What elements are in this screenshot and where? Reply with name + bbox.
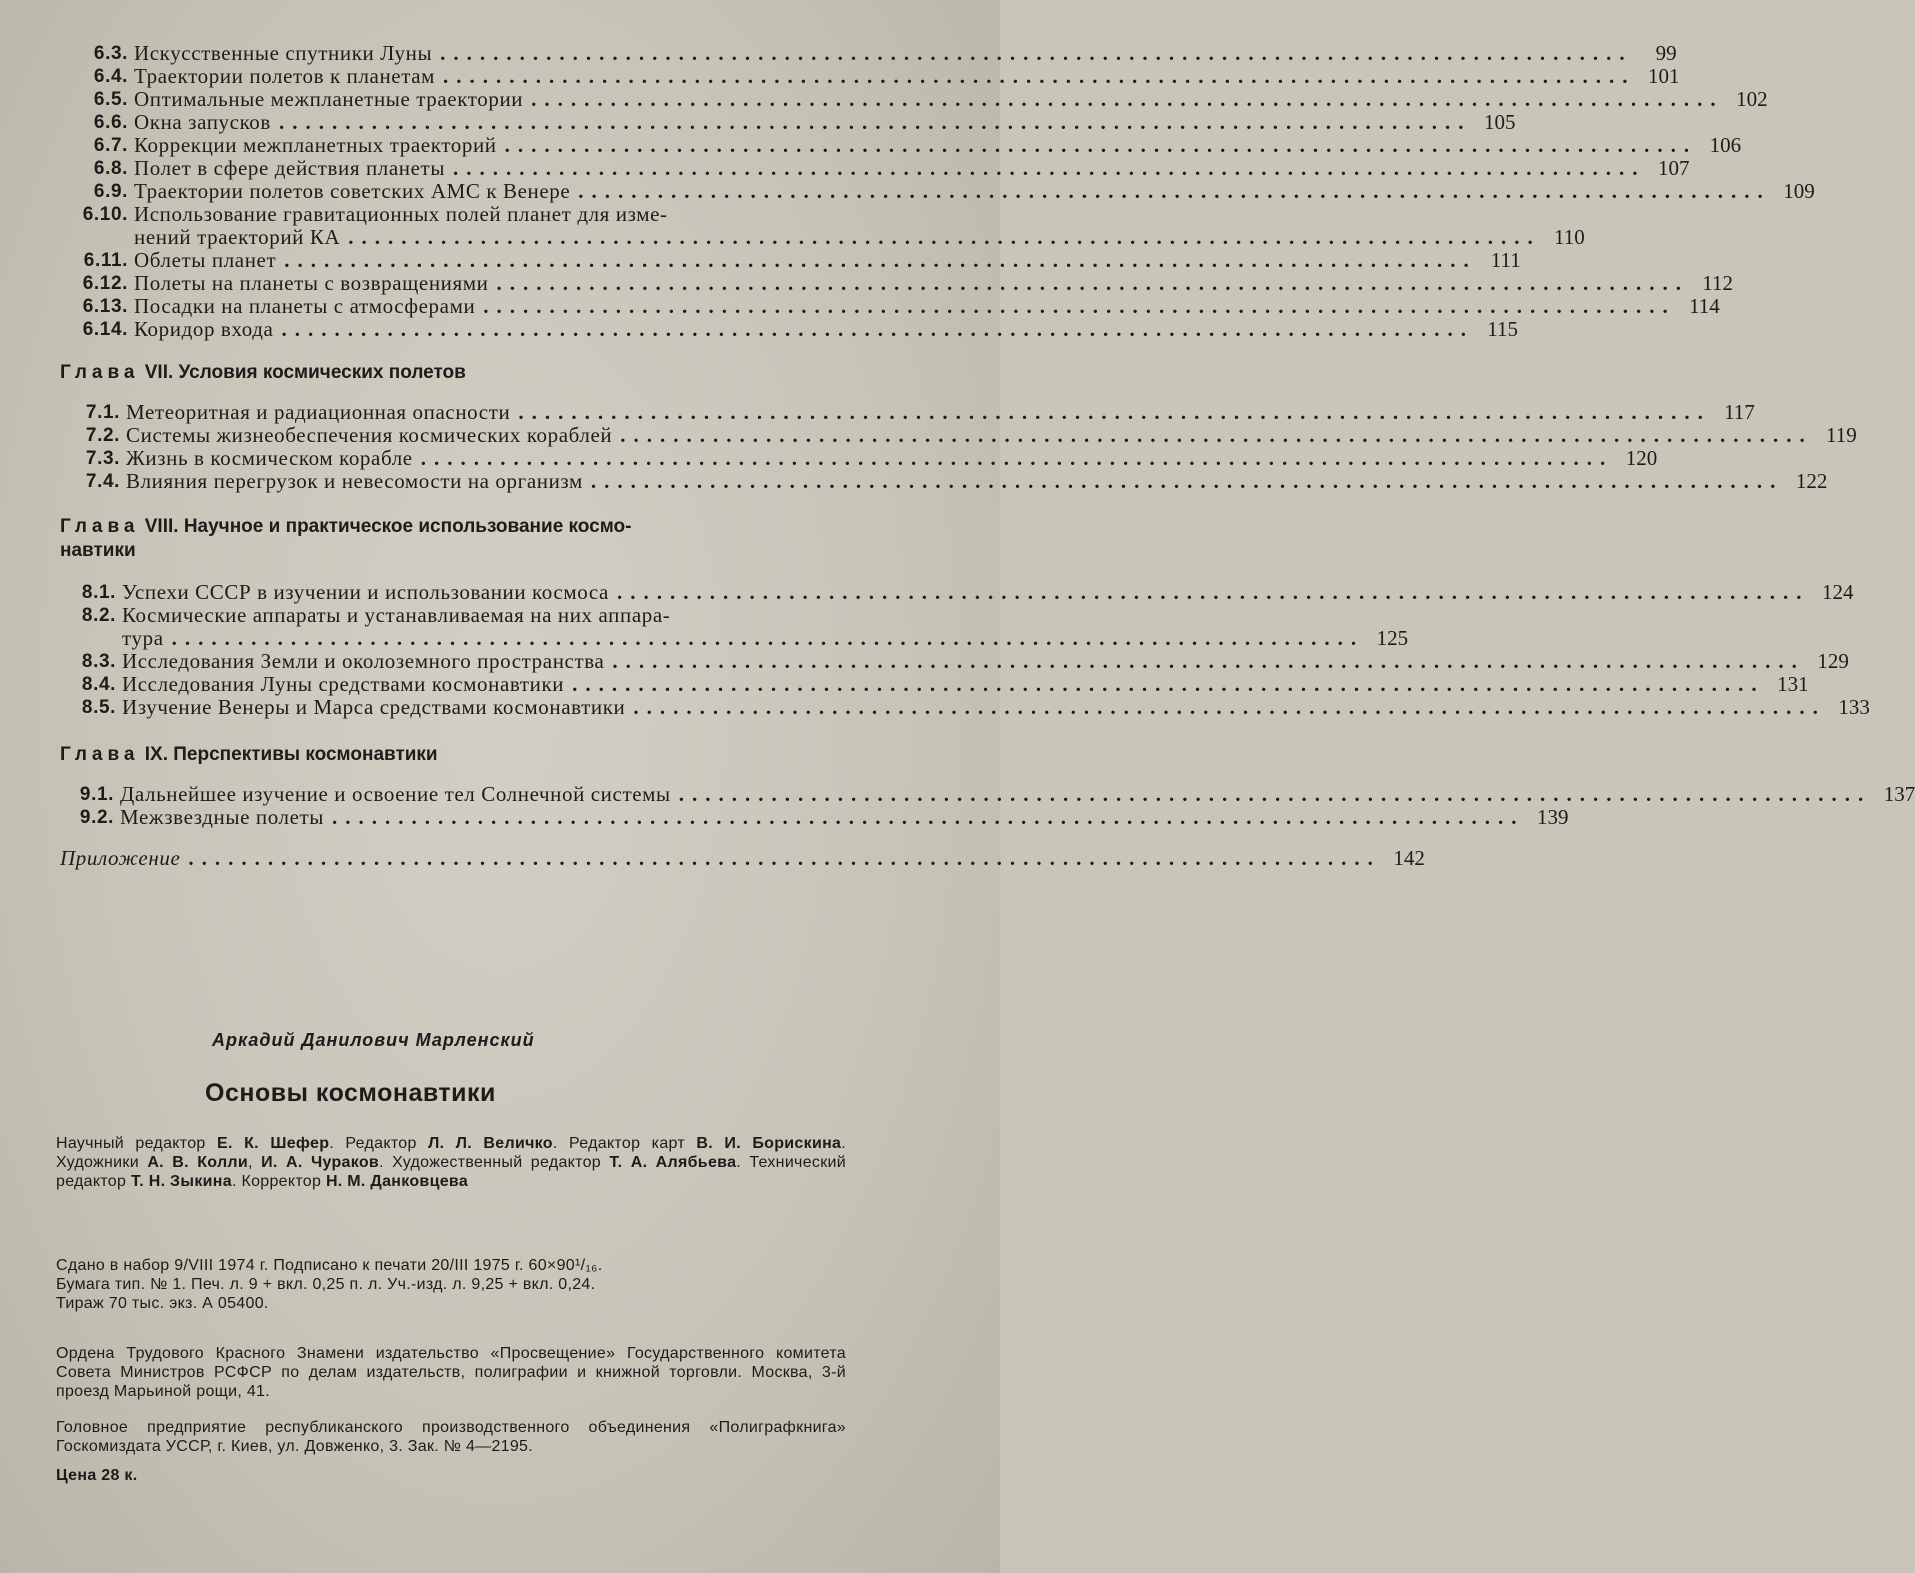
section-number: 6.14. — [82, 319, 128, 340]
chapter-9-heading — [60, 743, 842, 767]
entry-title: Траектории полетов советских АМС к Венере — [134, 179, 571, 203]
chapter-title: IX. Перспективы космонавтики — [144, 744, 438, 765]
page-number: 117 — [1724, 400, 1755, 424]
section-number: 8.2. — [81, 605, 116, 626]
page-number: 111 — [1490, 248, 1521, 272]
page-number: 137 — [1883, 782, 1915, 806]
credit-role: . Корректор — [231, 1173, 326, 1190]
page-number: 107 — [1658, 156, 1690, 180]
page-number: 114 — [1689, 294, 1720, 318]
section-number: 6.3. — [93, 43, 128, 64]
section-number: 6.4. — [93, 66, 128, 87]
leader-dots: .......................................................................................... — [678, 782, 1872, 806]
book-title: Основы космонавтики — [205, 1079, 496, 1107]
leader-dots: .......................................................................................... — [578, 179, 1771, 203]
leader-dots: .......................................................................................... — [572, 672, 1765, 696]
entry-title: Облеты планет — [134, 248, 277, 272]
section-number: 7.3. — [85, 448, 120, 469]
section-list-8 — [60, 580, 1870, 719]
toc-entry — [60, 41, 1677, 65]
entry-title: Коридор входа — [134, 317, 274, 341]
leader-dots: .......................................................................................... — [616, 580, 1810, 604]
credit-person: Т. Н. Зыкина — [130, 1173, 232, 1190]
section-number: 7.2. — [85, 425, 120, 446]
entry-title: Использование гравитационных полей планет для изме- — [134, 202, 668, 226]
toc-entry — [60, 580, 1854, 604]
leader-dots: .......................................................................................... — [281, 317, 1474, 341]
leader-dots: .......................................................................................... — [284, 248, 1477, 272]
chapter-title: VIII. Научное и практическое использование космо- — [144, 516, 632, 537]
leader-dots: .......................................................................................... — [620, 423, 1813, 447]
print-info-line: Тираж 70 тыс. экз. А 05400. — [56, 1295, 269, 1312]
print-info-line: Сдано в набор 9/VIII 1974 г. Подписано к печати 20/III 1975 г. 60×90¹/₁₆. — [56, 1257, 603, 1274]
toc-entry — [60, 805, 1569, 829]
credit-role: Научный редактор — [56, 1135, 217, 1152]
entry-title: Исследования Земли и околоземного пространства — [122, 649, 605, 673]
publisher-block: Ордена Трудового Красного Знамени издательство «Просвещение» Государственного комитета Совета Министров РСФСР по делам издательств, полиграфии и книжной торговли. Москва, 3-й проезд Марьиной рощи, 41. — [56, 1345, 846, 1400]
section-list-9 — [60, 782, 1915, 829]
credit-person: Н. М. Данковцева — [325, 1173, 469, 1190]
page-number: 109 — [1783, 179, 1815, 203]
toc-entry — [60, 110, 1516, 134]
printer-block: Головное предприятие республиканского производственного объединения «Полиграфкнига» Госкомиздата УССР, г. Киев, ул. Довженко, 3. Зак. № 4—2195. — [56, 1419, 846, 1455]
toc-entry — [60, 248, 1521, 272]
toc-entry — [60, 604, 842, 627]
entry-title: Жизнь в космическом корабле — [126, 446, 413, 470]
page-number: 119 — [1826, 423, 1857, 447]
page-number: 106 — [1709, 133, 1742, 157]
page-number: 131 — [1777, 672, 1809, 696]
entry-title: Посадки на планеты с атмосферами — [134, 294, 476, 318]
entry-title: Оптимальные межпланетные траектории — [134, 87, 524, 111]
section-number: 6.5. — [93, 89, 128, 110]
leader-dots: .......................................................................................... — [531, 87, 1724, 111]
section-number: 6.6. — [93, 112, 128, 133]
leader-dots: .......................................................................................... — [504, 133, 1698, 157]
credit-person: А. В. Колли — [147, 1154, 249, 1171]
author-name: Аркадий Данилович Марленский — [212, 1030, 535, 1050]
section-list-7 — [60, 400, 1857, 493]
entry-title: Межзвездные полеты — [120, 805, 325, 829]
page-number: 129 — [1817, 649, 1849, 673]
section-number: 9.1. — [79, 784, 114, 805]
leader-dots: .......................................................................................... — [483, 294, 1676, 318]
section-number: 6.12. — [82, 273, 128, 294]
entry-title: Изучение Венеры и Марса средствами космонавтики — [122, 695, 626, 719]
entry-title: Дальнейшее изучение и освоение тел Солнечной системы — [120, 782, 671, 806]
toc-entry — [60, 133, 1742, 157]
entry-title-continued: тура — [122, 626, 164, 650]
toc-entry — [60, 423, 1857, 447]
chapter-title: VII. Условия космических полетов — [144, 362, 466, 383]
page-number: 139 — [1537, 805, 1569, 829]
toc-entry — [60, 400, 1755, 424]
leader-dots: .......................................................................................... — [633, 695, 1826, 719]
chapter-label: Глава — [60, 516, 140, 537]
credit-person: В. И. Борискина — [696, 1135, 842, 1152]
chapter-8-heading — [60, 515, 842, 563]
section-list-6 — [60, 41, 1815, 341]
toc-entry — [60, 695, 1870, 719]
entry-title: Космические аппараты и устанавливаемая на них аппара- — [122, 603, 671, 627]
leader-dots: .......................................................................................... — [518, 400, 1711, 424]
credit-role: . Редактор — [329, 1135, 429, 1152]
page-number: 122 — [1795, 469, 1828, 493]
leader-dots: .......................................................................................... — [348, 225, 1541, 249]
section-number: 7.1. — [85, 402, 120, 423]
toc-entry-appendix — [60, 846, 1425, 870]
page-number: 120 — [1625, 446, 1658, 470]
toc-entry — [60, 317, 1518, 341]
credit-separator: , — [248, 1154, 262, 1171]
entry-title: Успехи СССР в изучении и использовании космоса — [122, 580, 609, 604]
page-number: 115 — [1487, 317, 1518, 341]
entry-title: Исследования Луны средствами космонавтики — [122, 672, 565, 696]
entry-title: Коррекции межпланетных траекторий — [134, 133, 497, 157]
section-number: 6.9. — [93, 181, 128, 202]
toc-entry — [60, 179, 1815, 203]
toc-entry — [60, 203, 842, 226]
leader-dots: .......................................................................................... — [171, 626, 1365, 650]
credit-person: И. А. Чураков — [261, 1154, 380, 1171]
leader-dots: .......................................................................................... — [590, 469, 1784, 493]
entry-title: Искусственные спутники Луны — [134, 41, 433, 65]
toc-entry — [60, 271, 1733, 295]
leader-dots: .......................................................................................... — [188, 846, 1381, 870]
toc-entry — [60, 156, 1690, 180]
section-number: 7.4. — [85, 471, 120, 492]
leader-dots: .......................................................................................... — [278, 110, 1472, 134]
page-number: 133 — [1838, 695, 1870, 719]
credits-block — [56, 1134, 846, 1191]
section-number: 8.1. — [81, 582, 116, 603]
print-info-line: Бумага тип. № 1. Печ. л. 9 + вкл. 0,25 п. л. Уч.-изд. л. 9,25 + вкл. 0,24. — [56, 1276, 596, 1293]
section-number: 6.8. — [93, 158, 128, 179]
section-number: 6.7. — [93, 135, 128, 156]
entry-title: Метеоритная и радиационная опасности — [126, 400, 511, 424]
toc-entry — [60, 64, 1680, 88]
toc-entry-continued — [60, 626, 1409, 650]
toc-entry — [60, 446, 1658, 470]
credit-role: . Художественный редактор — [379, 1154, 610, 1171]
credit-person: Е. К. Шефер — [217, 1135, 330, 1152]
entry-title: Приложение — [60, 846, 181, 870]
chapter-label: Глава — [60, 362, 140, 383]
entry-title: Окна запусков — [134, 110, 271, 134]
toc-entry — [60, 294, 1720, 318]
credit-person: Т. А. Алябьева — [609, 1154, 737, 1171]
credit-role: . Технический редактор — [56, 1154, 846, 1190]
page-number: 125 — [1376, 626, 1409, 650]
section-number: 8.5. — [81, 697, 116, 718]
leader-dots: .......................................................................................... — [332, 805, 1525, 829]
section-number: 8.3. — [81, 651, 116, 672]
section-number: 6.10. — [82, 204, 128, 225]
entry-title-continued: нений траекторий КА — [134, 225, 341, 249]
chapter-7-heading — [60, 361, 842, 385]
leader-dots: .......................................................................................... — [496, 271, 1689, 295]
toc-entry — [60, 469, 1828, 493]
credit-role: . Редактор карт — [552, 1135, 697, 1152]
page-number: 102 — [1736, 87, 1768, 111]
toc-entry-continued — [60, 225, 1585, 249]
leader-dots: .......................................................................................... — [453, 156, 1646, 180]
credit-role: . Художники — [56, 1135, 846, 1171]
entry-title: Системы жизнеобеспечения космических кораблей — [126, 423, 613, 447]
table-of-contents — [60, 41, 1915, 870]
section-number: 6.11. — [83, 250, 128, 271]
page-number: 142 — [1393, 846, 1425, 870]
entry-title: Влияния перегрузок и невесомости на организм — [126, 469, 583, 493]
page-number: 105 — [1483, 110, 1516, 134]
leader-dots: .......................................................................................... — [443, 64, 1636, 88]
page-number: 101 — [1648, 64, 1680, 88]
leader-dots: .......................................................................................... — [420, 446, 1614, 470]
page-number: 99 — [1655, 41, 1677, 65]
toc-entry — [60, 782, 1915, 806]
page-number: 124 — [1821, 580, 1854, 604]
toc-entry — [60, 649, 1849, 673]
entry-title: Траектории полетов к планетам — [134, 64, 436, 88]
toc-entry — [60, 87, 1768, 111]
entry-title: Полеты на планеты с возвращениями — [134, 271, 489, 295]
section-number: 8.4. — [81, 674, 116, 695]
chapter-title-continued: навтики — [60, 540, 136, 561]
page-number: 110 — [1554, 225, 1585, 249]
toc-entry — [60, 672, 1809, 696]
page-number: 112 — [1702, 271, 1733, 295]
credit-person: Л. Л. Величко — [428, 1135, 553, 1152]
leader-dots: .......................................................................................... — [440, 41, 1633, 65]
leader-dots: .......................................................................................... — [612, 649, 1805, 673]
price: Цена 28 к. — [56, 1467, 138, 1484]
entry-title: Полет в сфере действия планеты — [134, 156, 446, 180]
section-number: 6.13. — [82, 296, 128, 317]
section-number: 9.2. — [79, 807, 114, 828]
print-info-block — [56, 1256, 846, 1313]
chapter-label: Глава — [60, 744, 140, 765]
